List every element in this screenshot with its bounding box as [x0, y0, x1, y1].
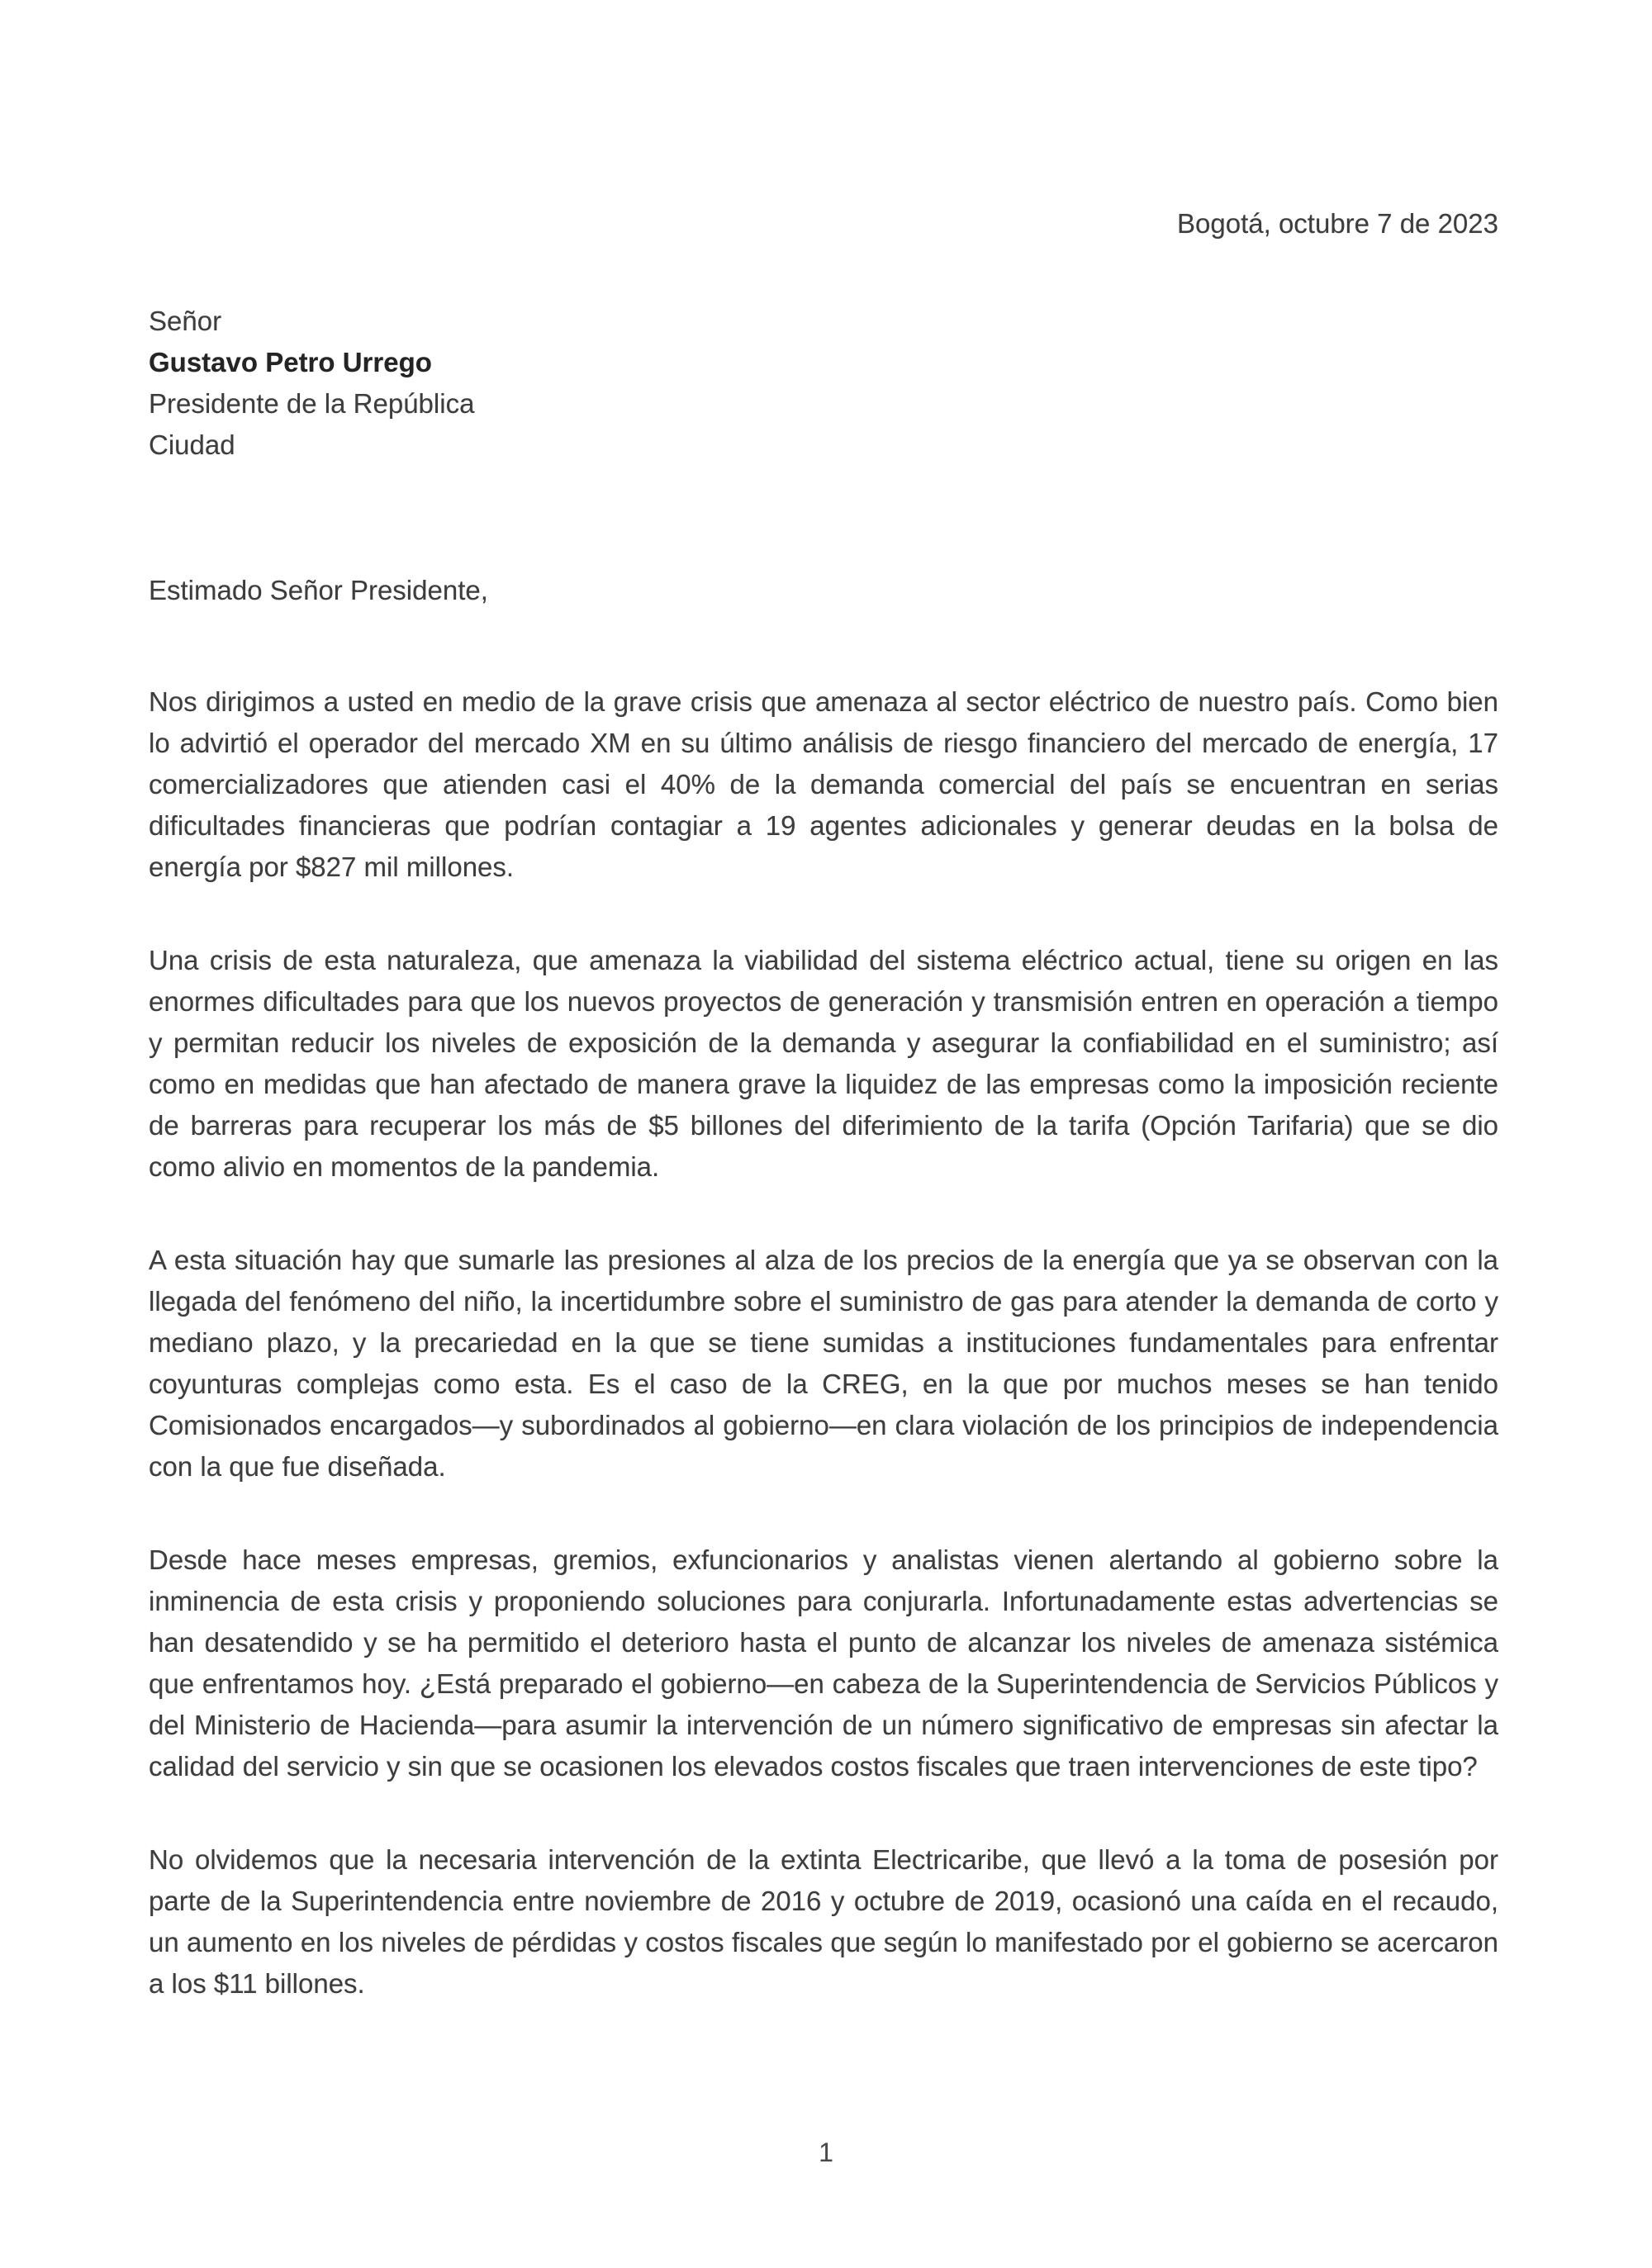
paragraph-government-warnings: Desde hace meses empresas, gremios, exfuncionarios y analistas vienen alertando al gobierno sobre la inminencia de esta crisis y proponiendo soluciones para conjurarla. Infortunadamente estas advertencias se han desatendido y se ha permitido el deterioro hasta el punto de alcanzar los niveles de amenaza sistémica que enfrentamos hoy. ¿Está preparado el gobierno—en cabeza de la Superintendencia de Servicios Públicos y del Ministerio de Hacienda—para asumir la intervención de un número significativo de empresas sin afectar la calidad del servicio y sin que se ocasionen los elevados costos fiscales que traen intervenciones de este tipo? [149, 1544, 1498, 1782]
recipient-city: Ciudad [149, 429, 235, 460]
paragraph-price-pressures: A esta situación hay que sumarle las presiones al alza de los precios de la energía que ya se observan con la llegada del fenómeno del niño, la incertidumbre sobre el suministro de gas para atender la demanda de corto y mediano plazo, y la precariedad en la que se tiene sumidas a instituciones fundamentales para enfrentar coyunturas complejas como esta. Es el caso de la CREG, en la que por muchos meses se han tenido Comisionados encargados—y subordinados al gobierno—en clara violación de los principios de independencia con la que fue diseñada. [149, 1245, 1498, 1482]
paragraph-electricaribe: No olvidemos que la necesaria intervención de la extinta Electricaribe, que llevó a la toma de posesión por parte de la Superintendencia entre noviembre de 2016 y octubre de 2019, ocasionó una caída en el recaudo, un aumento en los niveles de pérdidas y costos fiscales que según lo manifestado por el gobierno se acercaron a los $11 billones. [149, 1844, 1498, 1999]
date-line: Bogotá, octubre 7 de 2023 [1177, 208, 1498, 239]
recipient-salutation: Señor [149, 306, 222, 336]
paragraph-crisis-origin: Una crisis de esta naturaleza, que amenaza la viabilidad del sistema eléctrico actual, tiene su origen en las enormes dificultades para que los nuevos proyectos de generación y transmisión entren en operación a tiempo y permitan reducir los niveles de exposición de la demanda y asegurar la confiabilidad en el suministro; así como en medidas que han afectado de manera grave la liquidez de las empresas como la imposición reciente de barreras para recuperar los más de $5 billones del diferimiento de la tarifa (Opción Tarifaria) que se dio como alivio en momentos de la pandemia. [149, 945, 1498, 1182]
recipient-title: Presidente de la República [149, 388, 475, 419]
greeting-line: Estimado Señor Presidente, [149, 575, 488, 605]
recipient-name: Gustavo Petro Urrego [149, 347, 432, 377]
recipient-block [149, 301, 1498, 466]
page-number: 1 [819, 2138, 833, 2167]
paragraph-crisis-warning: Nos dirigimos a usted en medio de la grave crisis que amenaza al sector eléctrico de nuestro país. Como bien lo advirtió el operador del mercado XM en su último análisis de riesgo financiero del mercado de energía, 17 comercializadores que atienden casi el 40% de la demanda comercial del país se encuentran en serias dificultades financieras que podrían contagiar a 19 agentes adicionales y generar deudas en la bolsa de energía por $827 mil millones. [149, 686, 1498, 882]
